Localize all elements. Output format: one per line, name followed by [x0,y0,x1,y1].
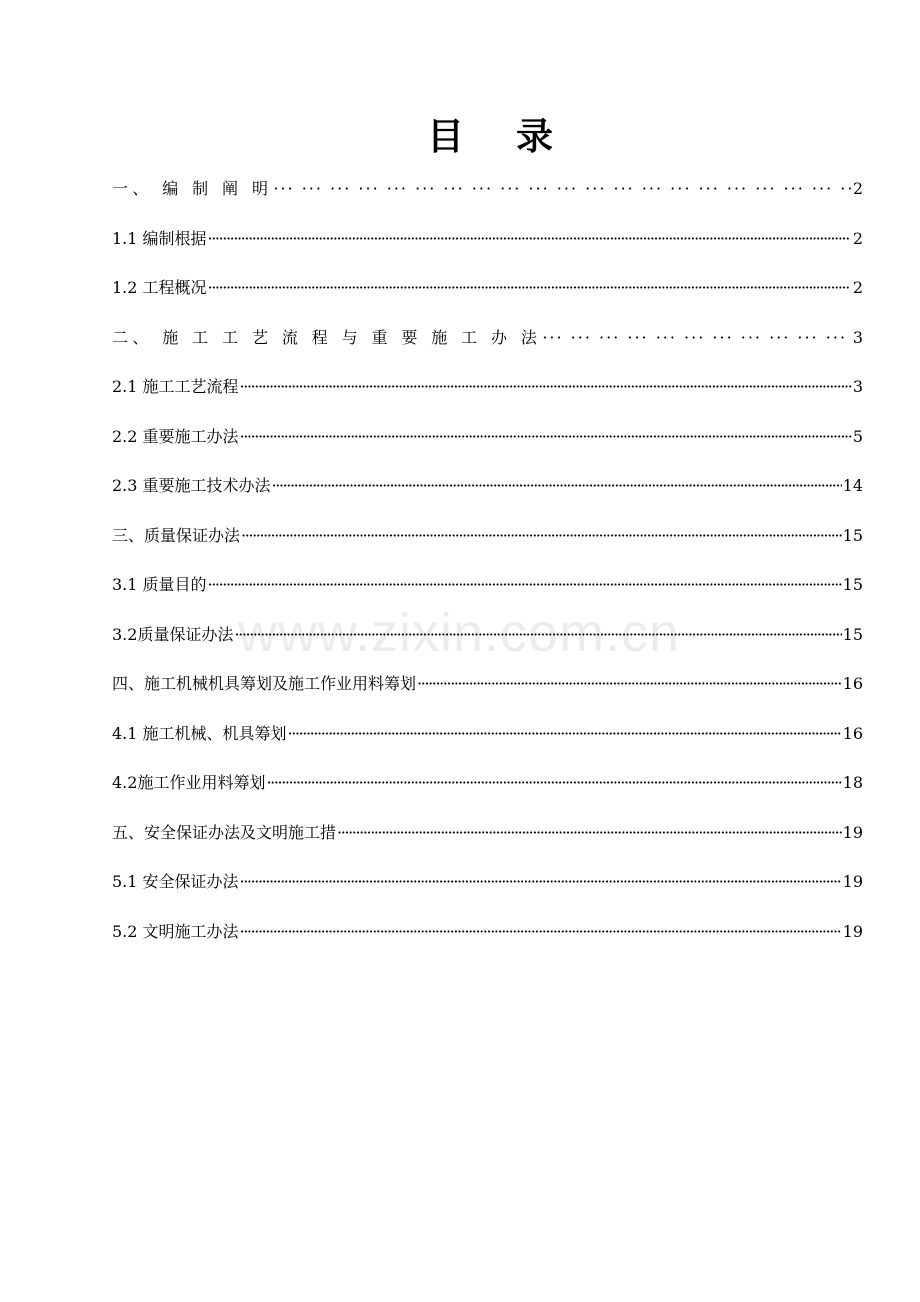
toc-entry[interactable] [112,624,863,674]
toc-page-number: 15 [842,525,863,545]
toc-entry[interactable] [112,277,863,327]
toc-page-number: 16 [842,723,863,743]
toc-entry[interactable] [112,426,863,476]
toc-entry-label: 5.1 安全保证办法 [112,872,239,891]
toc-dot-leader [241,525,842,547]
toc-entry[interactable] [112,525,863,575]
toc-entry-label: 5.2 文明施工办法 [112,921,239,941]
toc-page-number: 3 [852,327,863,347]
toc-entry[interactable] [112,475,863,525]
toc-page-number: 19 [842,822,863,842]
toc-dot-leader [234,624,841,646]
toc-list [112,178,863,970]
toc-entry[interactable] [112,871,863,921]
toc-title [0,112,920,160]
toc-entry-label: 2.3 重要施工技术办法 [112,476,271,495]
toc-entry-label: 三、质量保证办法 [112,525,241,545]
toc-entry-label: 3.2质量保证办法 [112,624,234,644]
toc-dot-leader [240,426,852,448]
toc-entry[interactable] [112,772,863,822]
toc-page-number: 15 [842,575,863,594]
toc-dot-leader [240,376,852,398]
toc-entry[interactable] [112,673,863,723]
toc-dot-leader [542,327,851,349]
toc-entry-label: 3.1 质量目的 [112,575,207,594]
toc-dot-leader [208,277,852,299]
toc-entry-label: 二、 施 工 工 艺 流 程 与 重 要 施 工 办 法 [112,327,542,347]
toc-entry-label: 一、 编 制 阐 明 [112,179,273,198]
watermark: www.zixin.com.cn [238,603,681,663]
toc-dot-leader [288,723,842,745]
toc-entry[interactable] [112,921,863,971]
toc-dot-leader [417,673,842,695]
toc-page-number: 3 [852,377,863,396]
toc-dot-leader [272,475,842,497]
toc-entry-label: 五、安全保证办法及文明施工措 [112,822,337,842]
toc-dot-leader [208,228,852,250]
toc-page-number: 16 [842,674,863,693]
toc-page-number: 19 [842,872,863,891]
toc-dot-leader [240,871,842,893]
toc-dot-leader [337,822,842,844]
toc-page-number: 19 [842,921,863,941]
toc-page-number: 2 [852,179,863,198]
toc-entry[interactable] [112,178,863,228]
toc-entry-label: 4.2施工作业用料筹划 [112,773,266,792]
toc-dot-leader [240,921,842,943]
toc-entry[interactable] [112,723,863,773]
toc-page-number: 14 [842,476,863,495]
toc-entry-label: 1.2 工程概况 [112,278,207,297]
toc-entry-label: 1.1 编制根据 [112,228,207,248]
toc-entry-label: 2.2 重要施工办法 [112,426,239,446]
toc-entry[interactable] [112,228,863,278]
toc-entry[interactable] [112,327,863,377]
toc-entry-label: 4.1 施工机械、机具筹划 [112,723,287,743]
toc-entry[interactable] [112,376,863,426]
toc-page-number: 2 [852,228,863,248]
toc-page-number: 2 [852,278,863,297]
toc-dot-leader [208,574,842,596]
toc-page-number: 15 [842,624,863,644]
toc-title-char: 目 [427,114,464,158]
toc-entry[interactable] [112,822,863,872]
toc-entry[interactable] [112,574,863,624]
toc-dot-leader [273,178,851,200]
toc-dot-leader [266,772,841,794]
toc-page-number: 5 [852,426,863,446]
toc-title-char: 录 [516,114,553,158]
toc-entry-label: 四、施工机械机具筹划及施工作业用料筹划 [112,674,417,693]
toc-page-number: 18 [842,773,863,792]
toc-entry-label: 2.1 施工工艺流程 [112,377,239,396]
